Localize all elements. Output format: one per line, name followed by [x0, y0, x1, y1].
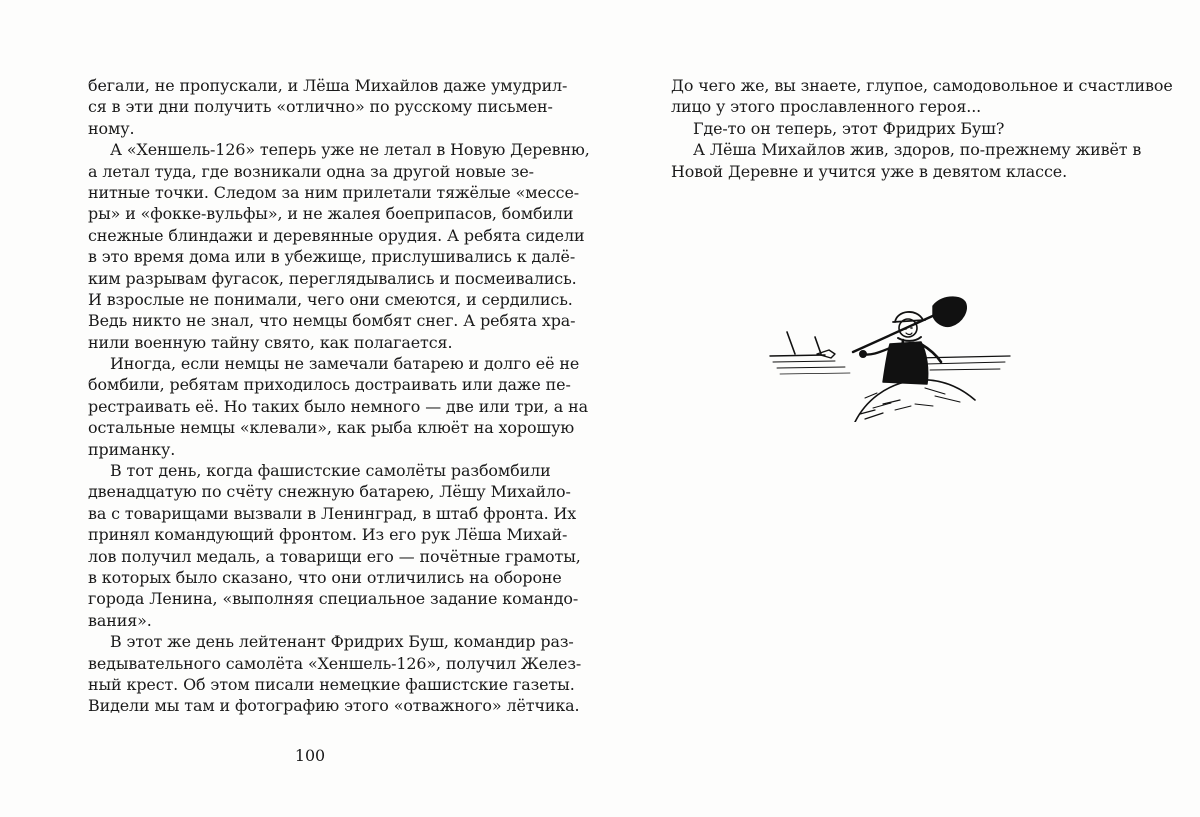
right-page-text: [671, 75, 1173, 182]
text-line: приманку.: [88, 439, 176, 459]
text-line: вания».: [88, 610, 152, 630]
text-line: В этот же день лейтенант Фридрих Буш, командир раз-: [110, 632, 574, 652]
text-line: снежные блиндажи и деревянные орудия. А ребята сидели: [88, 225, 585, 245]
text-line: ва с товарищами вызвали в Ленинград, в штаб фронта. Их: [88, 503, 577, 523]
text-line: И взрослые не понимали, чего они смеются, и сердились.: [88, 289, 573, 309]
text-line: принял командующий фронтом. Из его рук Лёша Михай-: [88, 525, 568, 545]
boy-with-shovel-illustration: [765, 292, 1015, 422]
text-line: бегали, не пропускали, и Лёша Михайлов даже умудрил-: [88, 76, 568, 95]
text-line: Где-то он теперь, этот Фридрих Буш?: [693, 118, 1005, 138]
page-number: 100: [294, 746, 326, 765]
text-line: В тот день, когда фашистские самолёты разбомбили: [110, 461, 551, 481]
text-line: бомбили, ребятам приходилось достраивать или даже пе-: [88, 375, 571, 395]
text-line: До чего же, вы знаете, глупое, самодовольное и счастливое: [671, 76, 1173, 95]
text-line: А «Хеншель-126» теперь уже не летал в Новую Деревню,: [110, 140, 590, 160]
text-line: А Лёша Михайлов жив, здоров, по-прежнему живёт в: [693, 140, 1142, 160]
text-line: ся в эти дни получить «отлично» по русскому письмен-: [88, 97, 553, 117]
text-line: лов получил медаль, а товарищи его — почётные грамоты,: [88, 546, 581, 566]
text-line: в которых было сказано, что они отличились на обороне: [88, 567, 562, 587]
text-line: Видели мы там и фотографию этого «отважного» лётчика.: [88, 696, 580, 716]
text-line: нитные точки. Следом за ним прилетали тяжёлые «мессе-: [88, 182, 580, 202]
text-line: Иногда, если немцы не замечали батарею и долго её не: [110, 354, 580, 374]
text-line: а летал туда, где возникали одна за другой новые зе-: [88, 161, 534, 181]
text-line: рестраивать её. Но таких было немного — две или три, а на: [88, 396, 588, 416]
text-line: ведывательного самолёта «Хеншель-126», получил Желез-: [88, 653, 582, 673]
text-line: лицо у этого прославленного героя...: [671, 97, 982, 117]
text-line: ким разрывам фугасок, переглядывались и посмеивались.: [88, 268, 577, 288]
text-line: Ведь никто не знал, что немцы бомбят снег. А ребята хра-: [88, 311, 576, 331]
text-line: ры» и «фокке-вульфы», и не жалея боеприпасов, бомбили: [88, 204, 574, 224]
text-line: двенадцатую по счёту снежную батарею, Лёшу Михайло-: [88, 482, 571, 502]
text-line: города Ленина, «выполняя специальное задание командо-: [88, 589, 579, 609]
text-line: Новой Деревне и учится уже в девятом классе.: [671, 161, 1068, 181]
text-line: в это время дома или в убежище, прислушивались к далё-: [88, 247, 576, 267]
text-line: ному.: [88, 118, 135, 138]
left-page-text: [88, 75, 590, 717]
text-line: нили военную тайну свято, как полагается.: [88, 332, 453, 352]
text-line: остальные немцы «клевали», как рыба клюёт на хорошую: [88, 418, 575, 438]
text-line: ный крест. Об этом писали немецкие фашистские газеты.: [88, 674, 575, 694]
